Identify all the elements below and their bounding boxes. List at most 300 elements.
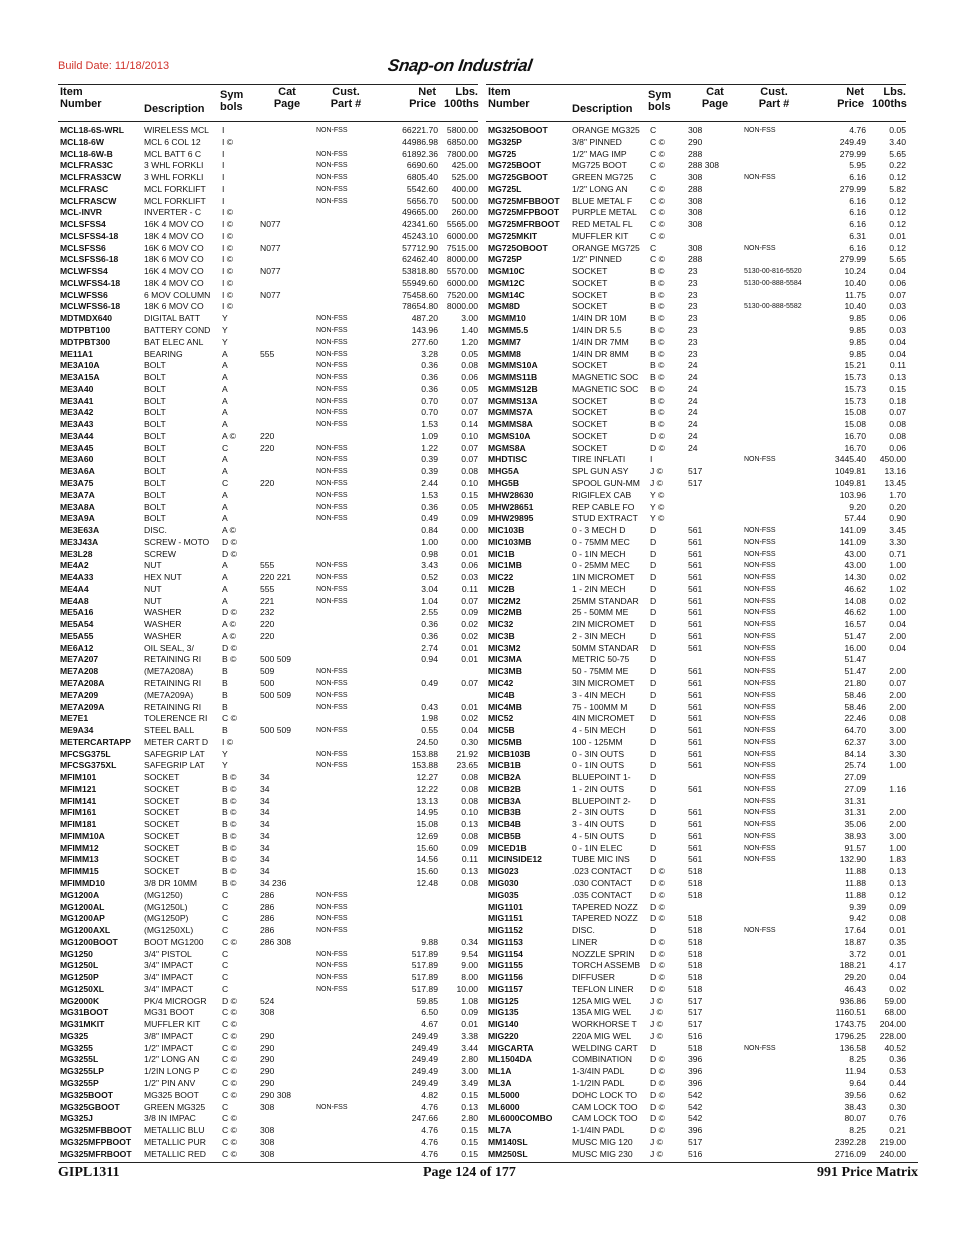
cell-cat-page: 561 [688, 842, 703, 853]
cell-description: 6 MOV COLUMN [144, 289, 211, 300]
cell-net-price: 1.00 [421, 536, 438, 547]
table-row [486, 890, 906, 902]
cell-description: (MG1250) [144, 889, 183, 900]
table-row [486, 490, 906, 502]
cell-item-number: ME11A1 [60, 348, 93, 359]
cell-symbols: C © [222, 1007, 237, 1018]
cell-symbols: B © [650, 325, 665, 336]
cell-symbols: A [222, 454, 228, 465]
cell-cat-page: 220 [260, 430, 275, 441]
cell-lbs: 7520.00 [446, 289, 478, 300]
cell-symbols: C © [222, 1054, 237, 1065]
cell-net-price: 5542.60 [406, 183, 438, 194]
cell-symbols: A © [222, 430, 236, 441]
cell-description: 75 - 100MM M [572, 701, 628, 712]
cell-symbols: D [650, 548, 657, 559]
cell-cust-part: NON-FSS [744, 550, 776, 558]
cell-lbs: 0.02 [889, 572, 906, 583]
cell-net-price: 4.76 [421, 1125, 438, 1136]
cell-net-price: 4.67 [421, 1019, 438, 1030]
cell-net-price: 27.09 [844, 772, 866, 783]
table-row [486, 549, 906, 561]
cell-description: (ME7A208A) [144, 666, 194, 677]
cell-symbols: D © [650, 1101, 665, 1112]
cell-cust-part: NON-FSS [744, 774, 776, 782]
cell-cat-page: 220 [260, 442, 275, 453]
cell-cat-page: 286 [260, 925, 275, 936]
cell-symbols: I © [222, 277, 234, 288]
cell-lbs: 7800.00 [446, 148, 478, 159]
cell-description: 4 - 5IN MECH [572, 725, 626, 736]
cell-description: GREEN MG325 [144, 1101, 206, 1112]
cell-cust-part: NON-FSS [744, 727, 776, 735]
cell-cust-part: NON-FSS [744, 738, 776, 746]
cell-lbs: 0.07 [461, 442, 478, 453]
table-row [486, 913, 906, 925]
cell-item-number: MICB4B [488, 819, 521, 830]
cell-lbs: 0.35 [889, 936, 906, 947]
cell-item-number: MIGCARTA [488, 1042, 534, 1053]
cell-item-number: MIC5MB [488, 736, 522, 747]
table-row [486, 1102, 906, 1114]
cell-description: 1/2" LONG AN [572, 183, 628, 194]
cell-symbols: C © [650, 195, 665, 206]
footer-doc-id: GIPL1311 [58, 1165, 120, 1180]
cell-cust-part: NON-FSS [316, 503, 348, 511]
cell-description: BOLT [144, 395, 166, 406]
cell-net-price: 1.98 [421, 713, 438, 724]
cell-symbols: J © [650, 1007, 664, 1018]
cell-description: BOLT [144, 477, 166, 488]
cell-lbs: 0.01 [461, 701, 478, 712]
cell-lbs: 2.00 [889, 807, 906, 818]
cell-net-price: 0.36 [421, 360, 438, 371]
cell-net-price: 11.94 [845, 1066, 866, 1077]
cell-description: SOCKET [144, 772, 180, 783]
table-row [58, 690, 478, 702]
cell-description: SOCKET [144, 854, 180, 865]
cell-item-number: ME3A75 [60, 477, 94, 488]
cell-net-price: 249.49 [411, 1066, 438, 1077]
cell-description: BOLT [144, 383, 166, 394]
cell-net-price: 9.20 [849, 501, 866, 512]
table-body [58, 125, 478, 1160]
cell-cat-page: 561 [688, 760, 703, 771]
cell-lbs: 450.00 [879, 454, 906, 465]
table-row [58, 1102, 478, 1114]
cell-description: COMBINATION [572, 1054, 632, 1065]
cell-lbs: 2.80 [461, 1054, 478, 1065]
cell-description: (MG1250P) [144, 913, 189, 924]
cell-item-number: MIC52 [488, 713, 514, 724]
cell-item-number: MIC42 [488, 677, 514, 688]
table-row [58, 290, 478, 302]
cell-item-number: MFCSG375XL [60, 760, 117, 771]
cell-item-number: MFIM161 [60, 807, 97, 818]
cell-cust-part: NON-FSS [316, 1103, 348, 1111]
cell-symbols: D [650, 725, 657, 736]
cell-lbs: 0.13 [461, 866, 478, 877]
cell-cust-part: 5130-00-816-5520 [744, 268, 802, 276]
cell-net-price: 39.56 [844, 1089, 866, 1100]
cell-item-number: ME7A209A [60, 701, 105, 712]
table-row [486, 1125, 906, 1137]
cell-item-number: MFIM141 [60, 795, 97, 806]
cell-net-price: 188.21 [839, 960, 866, 971]
cell-net-price: 21.80 [844, 677, 866, 688]
cell-item-number: MICB1B [488, 760, 521, 771]
cell-net-price: 249.49 [411, 1054, 438, 1065]
cell-symbols: D [650, 595, 657, 606]
cell-cat-page: 500 509 [260, 654, 292, 665]
cell-symbols: C [222, 948, 229, 959]
cell-item-number: ME3A9A [60, 513, 95, 524]
cell-lbs: 2.00 [889, 630, 906, 641]
cell-lbs: 0.12 [889, 207, 906, 218]
cell-description: MCL 6 COL 12 [144, 136, 201, 147]
table-row [486, 972, 906, 984]
cell-symbols: B © [222, 795, 237, 806]
table-row [486, 172, 906, 184]
cell-lbs: 2.00 [889, 819, 906, 830]
cell-item-number: ML6000COMBO [488, 1113, 553, 1124]
cell-net-price: 51.47 [844, 666, 866, 677]
cell-item-number: MFIM121 [60, 783, 97, 794]
cell-lbs: 0.09 [889, 901, 906, 912]
table-row [58, 854, 478, 866]
cell-cust-part: NON-FSS [316, 903, 348, 911]
cell-net-price: 1.22 [421, 442, 438, 453]
table-row [486, 984, 906, 996]
cell-item-number: ME3A43 [60, 419, 94, 430]
table-row [486, 902, 906, 914]
cell-net-price: 11.88 [845, 878, 866, 888]
cell-symbols: I © [222, 736, 234, 747]
header-cust-part: Cust. Part # [758, 86, 790, 110]
table-row [486, 843, 906, 855]
cell-cat-page: 24 [688, 360, 698, 371]
cell-lbs: 0.09 [461, 1007, 478, 1018]
cell-lbs: 1.00 [889, 760, 906, 771]
cell-item-number: ML1A [488, 1066, 512, 1077]
cell-description: 1 - 2IN MECH [572, 583, 626, 594]
cell-item-number: MICED1B [488, 842, 527, 853]
cell-description: MAGNETIC SOC [572, 372, 639, 383]
cell-cust-part: NON-FSS [744, 656, 776, 664]
cell-symbols: I [222, 125, 225, 135]
cell-cat-page: 524 [260, 995, 275, 1006]
table-row [486, 384, 906, 396]
table-row [58, 702, 478, 714]
cell-cat-page: 23 [688, 348, 698, 359]
table-row [486, 925, 906, 937]
cell-item-number: MG3255L [60, 1054, 99, 1065]
cell-description: NOZZLE SPRIN [572, 948, 635, 959]
cell-lbs: 3.30 [889, 536, 906, 547]
cell-description: MCL FORKLIFT [144, 183, 206, 194]
header-symbols: Sym bols [220, 89, 244, 113]
cell-symbols: C [222, 901, 229, 912]
cell-symbols: I [222, 172, 225, 183]
cell-net-price: 35.06 [844, 819, 866, 830]
cell-symbols: B © [222, 842, 237, 853]
cell-item-number: MCLSFSS4-18 [60, 230, 119, 241]
cell-lbs: 0.13 [461, 819, 478, 830]
cell-cat-page: 24 [688, 395, 698, 406]
cell-net-price: 13.13 [416, 795, 438, 806]
cell-net-price: 24.50 [416, 736, 438, 747]
cell-cat-page: 23 [688, 301, 698, 312]
cell-description: 3IN MICROMET [572, 677, 635, 688]
cell-description: 0 - 1IN OUTS [572, 760, 625, 771]
cell-net-price: 44986.98 [402, 136, 438, 147]
cell-symbols: J © [650, 477, 664, 488]
cell-net-price: 4.76 [421, 1136, 438, 1147]
cell-description: TUBE MIC INS [572, 854, 630, 865]
table-row [58, 843, 478, 855]
cell-symbols: B [222, 689, 228, 700]
cell-lbs: 0.02 [461, 713, 478, 724]
cell-item-number: MICB2A [488, 772, 521, 783]
cell-net-price: 5.95 [849, 160, 866, 171]
cell-item-number: MG725MFBBOOT [488, 195, 560, 206]
table-row [486, 419, 906, 431]
cell-lbs: 0.04 [889, 642, 906, 653]
cell-item-number: ME3E63A [60, 525, 100, 536]
cell-net-price: 936.86 [839, 995, 866, 1006]
cell-symbols: D © [650, 1089, 665, 1100]
cell-lbs: 0.01 [461, 642, 478, 653]
cell-symbols: D © [650, 1078, 665, 1089]
cell-description: 125A MIG WEL [572, 995, 632, 1006]
cell-item-number: MIG035 [488, 889, 519, 900]
cell-symbols: D [650, 819, 657, 830]
cell-lbs: 260.00 [451, 207, 478, 218]
cell-net-price: 27.09 [844, 783, 866, 794]
table-row [58, 337, 478, 349]
cell-symbols: Y © [650, 489, 665, 500]
cell-item-number: MG725BOOT [488, 160, 542, 171]
cell-lbs: 0.12 [889, 889, 906, 900]
cell-description: 100 - 125MM [572, 736, 623, 747]
table-row [486, 125, 906, 137]
cell-net-price: 15.08 [844, 419, 866, 430]
cell-symbols: C © [222, 713, 237, 724]
cell-net-price: 0.84 [421, 525, 438, 536]
cell-item-number: MG1200AXL [60, 925, 111, 936]
cell-item-number: MIG1157 [488, 983, 523, 994]
cell-item-number: MIC2M2 [488, 595, 521, 606]
cell-lbs: 0.15 [461, 1089, 478, 1100]
cell-net-price: 1.53 [421, 489, 438, 500]
cell-net-price: 247.66 [411, 1113, 438, 1124]
cell-lbs: 0.08 [889, 419, 906, 430]
cell-net-price: 6.16 [849, 242, 866, 253]
cell-item-number: ME3A15A [60, 372, 100, 383]
cell-item-number: MCLFRASCW [60, 195, 117, 206]
cell-net-price: 1049.81 [834, 466, 866, 477]
cell-net-price: 15.73 [844, 395, 866, 406]
cell-symbols: B © [650, 372, 665, 383]
footer-page-number: Page 124 of 177 [423, 1165, 516, 1180]
cell-lbs: 7515.00 [446, 242, 478, 253]
cell-symbols: A [222, 560, 228, 571]
cell-symbols: Y [222, 748, 228, 759]
table-row [486, 278, 906, 290]
cell-cat-page: 34 [260, 795, 270, 806]
cell-item-number: MHW28651 [488, 501, 534, 512]
cell-symbols: A © [222, 619, 236, 630]
cell-cat-page: 516 [688, 1148, 703, 1159]
table-body [486, 125, 906, 1160]
cell-item-number: ME9A34 [60, 725, 94, 736]
table-row [486, 784, 906, 796]
cell-item-number: MCL-INVR [60, 207, 103, 218]
table-row [58, 407, 478, 419]
cell-net-price: 6.16 [849, 207, 866, 218]
table-header [58, 85, 478, 122]
cell-item-number: MIG1151 [488, 913, 523, 924]
cell-net-price: 6.16 [849, 219, 866, 230]
cell-symbols: B [222, 701, 228, 712]
cell-cat-page: 561 [688, 642, 703, 653]
table-row [58, 1007, 478, 1019]
cell-net-price: 16.57 [844, 619, 866, 630]
cell-net-price: 2.74 [421, 642, 438, 653]
cell-cat-page: 561 [688, 830, 703, 841]
cell-symbols: C © [222, 936, 237, 947]
cell-item-number: MG325BOOT [60, 1089, 114, 1100]
table-row [486, 160, 906, 172]
table-row [58, 125, 478, 137]
table-row [486, 725, 906, 737]
cell-description: BOLT [144, 489, 166, 500]
cell-net-price: 46.62 [844, 583, 866, 594]
cell-cust-part: NON-FSS [316, 491, 348, 499]
cell-item-number: MIG135 [488, 1007, 519, 1018]
cell-description: RED METAL FL [572, 219, 633, 230]
cell-net-price: 18.87 [844, 936, 866, 947]
cell-net-price: 1049.81 [834, 477, 866, 488]
table-row [486, 584, 906, 596]
cell-description: 3/8 DR 10MM [144, 878, 198, 888]
cell-item-number: MGM14C [488, 289, 525, 300]
cell-cust-part: NON-FSS [744, 632, 776, 640]
cell-symbols: D © [650, 866, 665, 877]
table-row [58, 160, 478, 172]
cell-item-number: MG1250L [60, 960, 99, 971]
cell-lbs: 0.05 [889, 125, 906, 135]
cell-lbs: 0.22 [889, 160, 906, 171]
table-row [58, 372, 478, 384]
header-item-number: Item Number [488, 86, 530, 110]
cell-item-number: ME3J43A [60, 536, 99, 547]
cell-net-price: 6805.40 [406, 172, 438, 183]
cell-lbs: 0.06 [461, 560, 478, 571]
cell-description: MG325 BOOT [144, 1089, 199, 1100]
cell-cat-page: 24 [688, 442, 698, 453]
cell-item-number: ML6000 [488, 1101, 520, 1112]
cell-net-price: 1743.75 [834, 1019, 866, 1030]
cell-net-price: 1160.51 [835, 1007, 866, 1018]
cell-net-price: 0.36 [421, 619, 438, 630]
cell-item-number: MGM8D [488, 301, 520, 312]
cell-symbols: D [650, 760, 657, 771]
cell-item-number: ME7A208 [60, 666, 99, 677]
table-row [58, 572, 478, 584]
cell-lbs: 3.40 [889, 136, 906, 147]
table-row [486, 231, 906, 243]
cell-description: 3/8" IMPACT [144, 1030, 194, 1041]
cell-cat-page: 509 [260, 666, 275, 677]
table-row [58, 137, 478, 149]
header-net-price: Net Price [837, 86, 864, 110]
cell-symbols: D [650, 748, 657, 759]
cell-net-price: 38.43 [844, 1101, 866, 1112]
cell-cust-part: NON-FSS [316, 385, 348, 393]
cell-description: BLUEPOINT 1- [572, 772, 631, 783]
cell-description: 50MM STANDAR [572, 642, 639, 653]
cell-item-number: MDTMDX640 [60, 313, 113, 324]
cell-net-price: 43.00 [844, 548, 866, 559]
cell-lbs: 3.30 [889, 748, 906, 759]
cell-item-number: MG1250 [60, 948, 93, 959]
cell-lbs: 0.04 [889, 619, 906, 630]
cell-item-number: MIG1155 [488, 960, 523, 971]
cell-lbs: 1.00 [889, 560, 906, 571]
cell-lbs: 0.01 [889, 948, 906, 959]
header-description: Description [144, 103, 205, 115]
cell-cat-page: 308 [260, 1148, 275, 1159]
cell-net-price: 9.85 [849, 325, 866, 336]
cell-lbs: 228.00 [879, 1030, 906, 1041]
table-row [486, 949, 906, 961]
table-row [58, 902, 478, 914]
cell-lbs: 1.83 [889, 854, 906, 865]
page-footer [58, 1162, 918, 1180]
cell-net-price: 0.49 [421, 677, 438, 688]
cell-symbols: C © [650, 254, 665, 265]
cell-symbols: A [222, 466, 228, 477]
cell-description: CAM LOCK TOO [572, 1113, 638, 1124]
table-row [58, 254, 478, 266]
cell-cust-part: NON-FSS [316, 338, 348, 346]
cell-symbols: J © [650, 1030, 664, 1041]
cell-symbols: I © [222, 266, 234, 277]
table-row [486, 207, 906, 219]
table-row [58, 772, 478, 784]
cell-cust-part: NON-FSS [744, 527, 776, 535]
cell-lbs: 219.00 [879, 1136, 906, 1147]
cell-cat-page: 290 [260, 1078, 275, 1089]
cell-net-price: 1.04 [421, 595, 438, 606]
table-row [58, 549, 478, 561]
cell-cat-page: 290 [688, 136, 703, 147]
cell-symbols: D © [650, 442, 665, 453]
cell-symbols: A [222, 348, 228, 359]
cell-description: SOCKET [144, 866, 180, 877]
cell-lbs: 0.53 [889, 1066, 906, 1077]
table-row [58, 678, 478, 690]
cell-net-price: 25.74 [844, 760, 866, 771]
cell-cust-part: NON-FSS [316, 479, 348, 487]
cell-cat-page: 23 [688, 313, 698, 324]
cell-symbols: D © [650, 889, 665, 900]
cell-lbs: 0.08 [461, 830, 478, 841]
cell-description: SPL GUN ASY [572, 466, 629, 477]
cell-cat-page: 516 [688, 1030, 703, 1041]
cell-item-number: METERCARTAPP [60, 736, 131, 747]
